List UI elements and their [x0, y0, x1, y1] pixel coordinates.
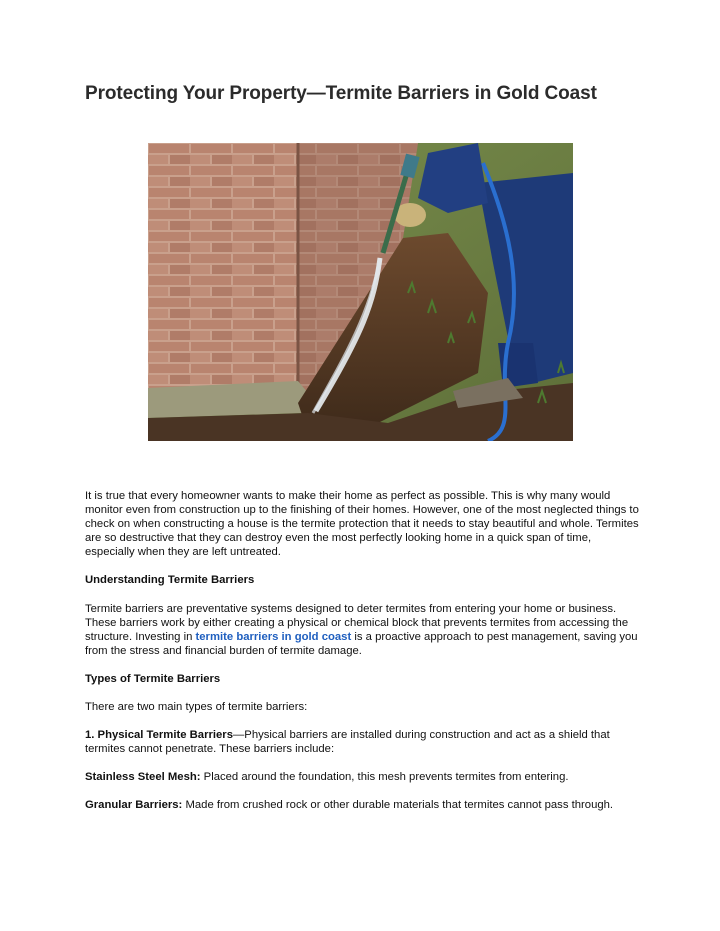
steel-mesh-label: Stainless Steel Mesh: — [85, 771, 201, 784]
article-body — [85, 489, 640, 827]
physical-barriers-paragraph — [85, 728, 640, 756]
steel-mesh-text: Placed around the foundation, this mesh prevents termites from entering. — [200, 771, 569, 784]
termite-treatment-photo — [148, 143, 573, 441]
page-title: Protecting Your Property—Termite Barriers in Gold Coast — [85, 83, 597, 104]
understanding-text-after: is a proactive approach to pest management, saving you from the stress and financial burden of termite damage. — [85, 630, 638, 657]
granular-barriers-paragraph — [85, 798, 640, 812]
physical-barriers-text: —Physical barriers are installed during construction and act as a shield that termites cannot penetrate. These barriers include: — [85, 729, 610, 756]
granular-barriers-text: Made from crushed rock or other durable materials that termites cannot pass through. — [182, 799, 614, 812]
termite-barriers-link[interactable]: termite barriers in gold coast — [195, 630, 352, 643]
intro-paragraph: It is true that every homeowner wants to make their home as perfect as possible. This is why many would monitor even from construction up to the finishing of their homes. However, one of the most neglected things to check on when constructing a house is the termite protection that it needs to stay beautiful and whole. Termites are so destructive that they can destroy even the most perfectly looking home in a quick span of time, especially when they are left untreated. — [85, 490, 639, 559]
granular-barriers-label: Granular Barriers: — [85, 799, 183, 812]
types-intro: There are two main types of termite barriers: — [85, 701, 308, 714]
heading-types: Types of Termite Barriers — [85, 672, 221, 685]
physical-barriers-label: 1. Physical Termite Barriers — [85, 729, 233, 742]
steel-mesh-paragraph — [85, 770, 640, 784]
understanding-paragraph — [85, 602, 640, 658]
understanding-text-before: Termite barriers are preventative systems designed to deter termites from entering your home or business. These barriers work by either creating a physical or chemical block that prevents termites from accessing the structure. Investing in — [85, 602, 629, 643]
heading-understanding: Understanding Termite Barriers — [85, 574, 255, 587]
